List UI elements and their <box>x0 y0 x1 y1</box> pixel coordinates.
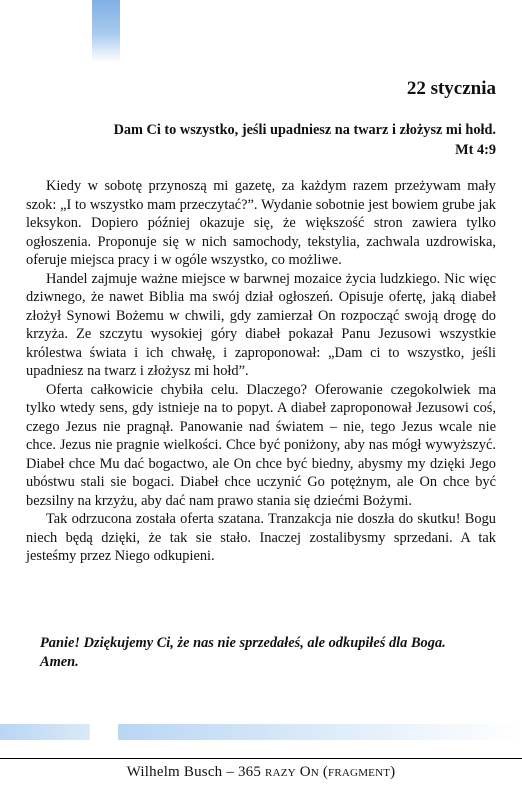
devotional-body <box>26 177 496 566</box>
footer-divider <box>0 758 522 759</box>
bottom-band-right <box>118 724 522 740</box>
paragraph-1: Kiedy w sobotę przynoszą mi gazetę, za każdym razem przeżywam mały szok: „I to wszystko mam przeczytać?”. Wydanie sobotnie jest bowiem grube jak leksykon. Dopiero później okazuje się, że większość stron zawiera tylko ogłoszenia. Proponuje się w nich samochody, tekstylia, zachwala uzdrowiska, oferuje miejsca pracy i w ogóle wszystko, co możliwe. <box>26 178 496 268</box>
paragraph-2: Handel zajmuje ważne miejsce w barwnej mozaice życia ludzkiego. Nic więc dziwnego, że nawet Biblia ma swój dział ogłoszeń. Opisuje ofertę, jaką diabeł złożył Synowi Bożemu w chwili, gdy zamierzał On rozpocząć swoją drogę do krzyża. Ze szczytu wysokiej góry diabeł pokazał Panu Jezusowi wszystkie królestwa świata i ich chwałę, i zaproponował: „Dam ci to wszystko, jeśli upadniesz na twarz i złożysz mi hołd”. <box>26 270 496 379</box>
footer-title: razy On (fragment) <box>265 764 396 780</box>
footer-author: Wilhelm Busch – 365 <box>126 764 262 780</box>
motto-text: Dam Ci to wszystko, jeśli upadniesz na twarz i złożysz mi hołd. <box>113 122 496 138</box>
page-date: 22 stycznia <box>406 78 496 99</box>
paragraph-4: Tak odrzucona została oferta szatana. Tranzakcja nie doszła do skutku! Bogu niech będą dzięki, że tak sie stało. Inaczej zostalibysmy sprzedani. A tak jesteśmy przez Niego odkupieni. <box>26 511 496 564</box>
paragraph-3: Oferta całkowicie chybiła celu. Dlaczego? Oferowanie czegokolwiek ma tylko wtedy sens, gdy istnieje na to popyt. A diabeł zaproponował Jezusowi coś, czego Jezus nie pragnął. Panowanie nad światem – nie, tego Jezus wcale nie chce. Jezus nie pragnie wielkości. Chce być poniżony, aby nas mógł wywyższyć. Diabeł chce Mu dać bogactwo, ale On chce być biedny, abysmy my dzięki Jego ubóstwu stali sie bogaci. Diabeł chce uczynić Go potężnym, ale On chce być bezsilny na krzyżu, aby dać nam prawo stania się dziećmi Bożymi. <box>26 381 496 509</box>
daily-motto <box>40 120 496 160</box>
bottom-band-left <box>0 724 90 740</box>
closing-prayer: Panie! Dziękujemy Ci, że nas nie sprzedałeś, ale odkupiłeś dla Boga. Amen. <box>40 635 446 670</box>
motto-reference: Mt 4:9 <box>455 142 496 158</box>
top-decorative-band <box>92 0 120 62</box>
page-footer <box>0 764 522 781</box>
